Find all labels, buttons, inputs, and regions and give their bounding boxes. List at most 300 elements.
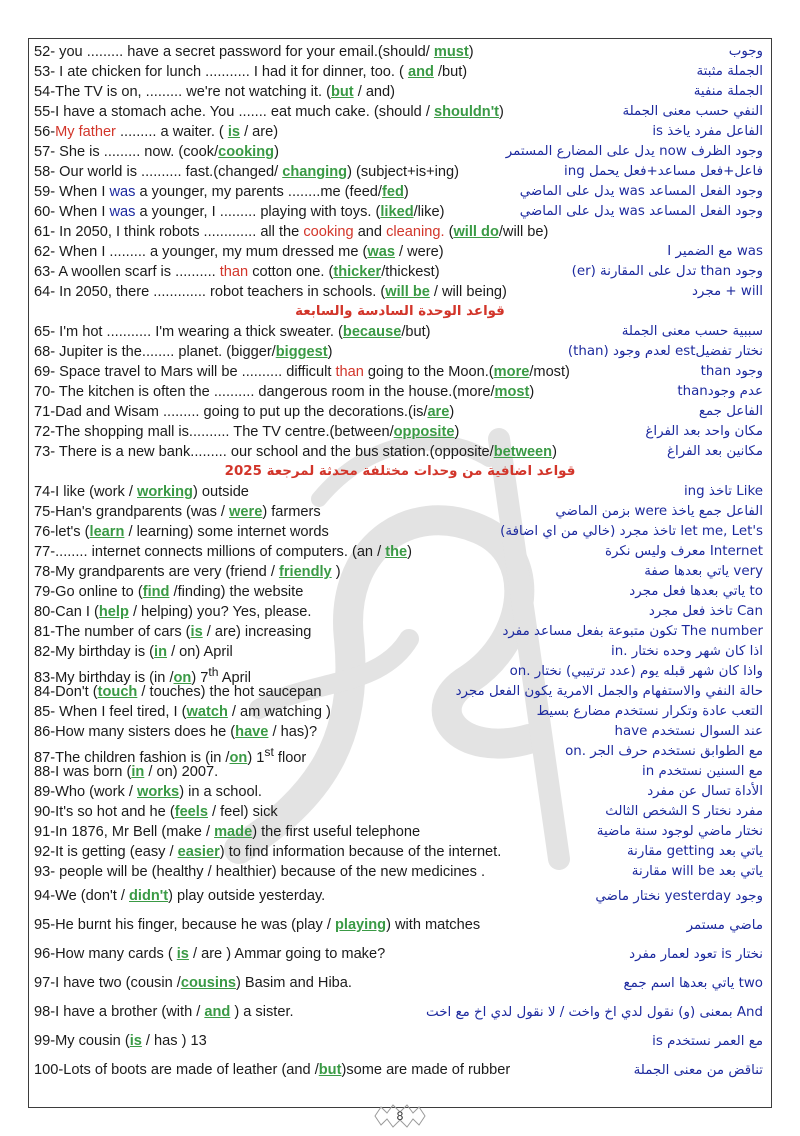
question-text <box>34 82 395 102</box>
answer-choice: and <box>204 1004 231 1020</box>
question-segment: 61- In 2050, I think robots ............. all the <box>34 224 304 240</box>
question-segment: / are) <box>240 124 279 140</box>
question-segment: 87-The children fashion is (in / <box>34 749 230 766</box>
question-segment: / has)? <box>268 724 318 740</box>
question-segment: / are) increasing <box>202 624 312 640</box>
arabic-explanation: مفرد نختار S الشخص الثالث <box>605 804 763 819</box>
arabic-explanation: مكانين بعد الفراغ <box>666 444 763 459</box>
answer-choice: were <box>229 504 263 520</box>
question-row <box>29 602 771 622</box>
answer-choice: thicker <box>333 264 382 280</box>
question-row <box>29 969 771 998</box>
question-row <box>29 422 771 442</box>
answer-choice: feels <box>174 804 208 820</box>
arabic-explanation: وجود الظرف now يدل على المضارع المستمر <box>505 144 763 159</box>
question-row <box>29 362 771 382</box>
arabic-explanation: مع العمر نستخدم is <box>652 1034 763 1049</box>
question-row <box>29 762 771 782</box>
worksheet-page <box>28 38 772 1108</box>
answer-choice: learn <box>89 524 125 540</box>
question-row <box>29 322 771 342</box>
question-text <box>34 102 504 122</box>
question-segment: 93- people will be (healthy / healthier) because of the new medicines . <box>34 864 486 880</box>
arabic-explanation: نختار is تعود لعمار مفرد <box>629 947 763 962</box>
question-segment: 96-How many cards ( <box>34 946 177 962</box>
question-text <box>34 1027 207 1056</box>
question-segment: / were) <box>394 244 444 260</box>
question-segment: )some are made of rubber <box>341 1062 511 1078</box>
question-row <box>29 682 771 702</box>
question-segment: / are ) Ammar going to make? <box>188 946 386 962</box>
answer-choice: easier <box>177 844 220 860</box>
answer-choice: find <box>142 584 170 600</box>
question-row <box>29 262 771 282</box>
arabic-explanation: let me, Let's تاخذ مجرد (خالي من اي اضافة) <box>500 524 763 539</box>
question-list <box>29 42 771 1085</box>
question-row <box>29 282 771 302</box>
question-segment: ) to find information because of the internet. <box>219 844 502 860</box>
question-segment: 97-I have two (cousin / <box>34 975 181 991</box>
question-segment: 53- I ate chicken for lunch ........... I had it for dinner, too. ( <box>34 64 408 80</box>
question-segment: /most) <box>529 364 570 380</box>
question-text <box>34 882 325 911</box>
question-segment: 72-The shopping mall is.......... The TV centre.(between/ <box>34 424 394 440</box>
question-segment: / touches) the hot saucepan <box>137 684 322 700</box>
question-segment: April <box>218 669 251 686</box>
question-segment: 98-I have a brother (with / <box>34 1004 205 1020</box>
question-text <box>34 322 431 342</box>
question-text <box>34 969 352 998</box>
arabic-explanation: التعب عادة وتكرار نستخدم مضارع بسيط <box>536 704 763 719</box>
question-text <box>34 542 412 562</box>
hint-word: than <box>335 364 364 380</box>
question-text <box>34 622 311 642</box>
question-segment: ) a sister. <box>230 1004 294 1020</box>
question-segment: 79-Go online to ( <box>34 584 143 600</box>
question-segment: was <box>109 204 136 220</box>
arabic-explanation: The number تكون متبوعة بفعل مساعد مفرد <box>502 624 763 639</box>
arabic-explanation: ياتي بعد getting مقارنة <box>626 844 763 859</box>
question-row <box>29 662 771 686</box>
arabic-explanation: سببية حسب معنى الجملة <box>621 324 763 339</box>
answer-choice: touch <box>97 684 138 700</box>
question-text <box>34 162 459 182</box>
answer-choice: cooking <box>218 144 275 160</box>
question-text <box>34 42 474 62</box>
question-segment: 64- In 2050, there ............. robot teachers in schools. ( <box>34 284 386 300</box>
question-row <box>29 940 771 969</box>
question-row <box>29 62 771 82</box>
question-segment: /but) <box>401 324 431 340</box>
question-segment: / helping) you? Yes, please. <box>128 604 312 620</box>
question-row <box>29 622 771 642</box>
question-segment: ) in a school. <box>179 784 262 800</box>
question-segment: 76-let's ( <box>34 524 90 540</box>
question-text <box>34 762 218 782</box>
arabic-explanation: وجود الفعل المساعد was يدل على الماضي <box>519 204 763 219</box>
question-text <box>34 722 317 742</box>
arabic-explanation: to ياتي بعدها فعل مجرد <box>629 584 763 599</box>
question-text <box>34 142 279 162</box>
question-row <box>29 162 771 182</box>
question-segment: 65- I'm hot ........... I'm wearing a thick sweater. ( <box>34 324 343 340</box>
question-text <box>34 642 233 662</box>
question-segment: 75-Han's grandparents (was / <box>34 504 230 520</box>
question-text <box>34 911 480 940</box>
question-text <box>34 502 321 522</box>
question-segment: 78-My grandparents are very (friend / <box>34 564 279 580</box>
question-row <box>29 822 771 842</box>
arabic-explanation: Can تاخذ فعل مجرد <box>648 604 763 619</box>
question-text <box>34 842 501 862</box>
answer-choice: on <box>173 669 192 686</box>
question-segment: 94-We (don't / <box>34 888 129 904</box>
question-row <box>29 782 771 802</box>
answer-choice: help <box>98 604 129 620</box>
answer-choice: was <box>367 244 395 260</box>
answer-choice: biggest <box>275 344 328 360</box>
question-text <box>34 998 294 1027</box>
question-text <box>34 482 249 502</box>
arabic-explanation: مكان واحد بعد الفراغ <box>645 424 763 439</box>
answer-choice: friendly <box>278 564 332 580</box>
question-row <box>29 122 771 142</box>
question-row <box>29 802 771 822</box>
question-segment: 73- There is a new bank......... our school and the bus station.(opposite/ <box>34 444 494 460</box>
question-segment: ) <box>454 424 460 440</box>
question-segment: floor <box>273 749 307 766</box>
question-segment: /like) <box>413 204 445 220</box>
question-segment: ) outside <box>192 484 249 500</box>
question-segment: 60- When I <box>34 204 110 220</box>
question-segment: ) 1 <box>247 749 265 766</box>
question-row <box>29 542 771 562</box>
question-segment: 70- The kitchen is often the .......... dangerous room in the house.(more/ <box>34 384 495 400</box>
answer-choice: didn't <box>129 888 169 904</box>
section-heading: قواعد اضافية من وحدات مختلفة محدثة لمرجعة 2025 <box>224 464 576 479</box>
question-segment: 77-........ internet connects millions of computers. (an / <box>34 544 386 560</box>
answer-choice: playing <box>334 917 387 933</box>
question-segment: 68- Jupiter is the........ planet. (bigger/ <box>34 344 276 360</box>
answer-choice: made <box>214 824 253 840</box>
question-segment: / on) 2007. <box>144 764 219 780</box>
answer-choice: in <box>154 644 168 660</box>
question-segment: 57- She is ......... now. (cook/ <box>34 144 219 160</box>
question-row <box>29 502 771 522</box>
arabic-explanation: النفي حسب معنى الجملة <box>622 104 763 119</box>
question-segment: ) <box>499 104 504 120</box>
question-segment: ( <box>444 224 454 240</box>
question-text <box>34 822 420 842</box>
hint-word: cleaning. <box>386 224 445 240</box>
question-segment: 90-It's so hot and he ( <box>34 804 175 820</box>
hint-word: than <box>219 264 249 280</box>
answer-choice: works <box>137 784 180 800</box>
question-segment: / learning) some internet words <box>124 524 329 540</box>
arabic-explanation: نختار تفضيلest لعدم وجود (than) <box>567 344 763 359</box>
answer-choice: working <box>137 484 193 500</box>
question-row <box>29 182 771 202</box>
question-segment: th <box>208 665 219 679</box>
question-segment: ) <box>327 344 333 360</box>
question-segment: 56- <box>34 124 56 140</box>
question-row <box>29 402 771 422</box>
arabic-explanation: وجود than <box>700 364 763 379</box>
answer-choice: in <box>131 764 145 780</box>
question-segment: / on) April <box>167 644 233 660</box>
question-segment: 71-Dad and Wisam ......... going to put up the decorations.(is/ <box>34 404 428 420</box>
question-text <box>34 62 467 82</box>
arabic-explanation: واذا كان شهر قبله يوم (عدد ترتيبي) نختار .on <box>509 664 763 679</box>
answer-choice: will do <box>453 224 499 240</box>
question-segment: ) <box>449 404 455 420</box>
question-segment: /thickest) <box>381 264 440 280</box>
question-segment: and <box>353 224 387 240</box>
question-row <box>29 911 771 940</box>
answer-choice: opposite <box>393 424 455 440</box>
question-segment: 80-Can I ( <box>34 604 99 620</box>
question-segment: /but) <box>433 64 468 80</box>
question-segment: 85- When I feel tired, I ( <box>34 704 187 720</box>
question-segment: 95-He burnt his finger, because he was (play / <box>34 917 335 933</box>
question-segment: / and) <box>353 84 396 100</box>
question-row <box>29 82 771 102</box>
question-segment: 63- A woollen scarf is .......... <box>34 264 220 280</box>
question-segment: ) play outside yesterday. <box>168 888 326 904</box>
answer-choice: watch <box>186 704 228 720</box>
arabic-explanation: الفاعل جمع <box>698 404 763 419</box>
question-row <box>29 442 771 462</box>
question-segment: ) <box>552 444 557 460</box>
arabic-explanation: two ياتي بعدها اسم جمع <box>623 976 763 991</box>
arabic-explanation: اذا كان شهر وحده نختار .in <box>611 644 763 659</box>
question-segment: /finding) the website <box>169 584 304 600</box>
question-segment: ) <box>274 144 279 160</box>
question-segment: cotton one. ( <box>248 264 334 280</box>
question-row <box>29 522 771 542</box>
arabic-explanation: وجوب <box>728 44 763 59</box>
arabic-explanation: وجود yesterday نختار ماضي <box>595 889 763 904</box>
arabic-explanation: حالة النفي والاستفهام والجمل الامرية يكون الفعل مجرد <box>455 684 763 699</box>
arabic-explanation: مع السنين نستخدم in <box>642 764 763 779</box>
hint-word: cooking <box>303 224 354 240</box>
question-segment: 55-I have a stomach ache. You ....... eat much cake. (should / <box>34 104 434 120</box>
question-text <box>34 342 333 362</box>
hint-word: My father <box>55 124 116 140</box>
question-segment: / will being) <box>429 284 507 300</box>
question-segment: /will be) <box>498 224 549 240</box>
answer-choice: but <box>318 1062 342 1078</box>
question-text <box>34 362 570 382</box>
question-segment: ) Basim and Hiba. <box>235 975 352 991</box>
answer-choice: the <box>385 544 408 560</box>
question-row <box>29 1027 771 1056</box>
question-segment: 100-Lots of boots are made of leather (and / <box>34 1062 319 1078</box>
question-segment: 54-The TV is on, ......... we're not watching it. ( <box>34 84 331 100</box>
question-segment: 69- Space travel to Mars will be .......... difficult <box>34 364 336 380</box>
page-number-badge <box>371 1101 429 1131</box>
arabic-explanation: will + مجرد <box>691 284 763 299</box>
question-text <box>34 422 459 442</box>
question-segment: 99-My cousin ( <box>34 1033 130 1049</box>
arabic-explanation: very ياتي بعدها صفة <box>644 564 763 579</box>
answer-choice: because <box>342 324 402 340</box>
question-text <box>34 802 278 822</box>
answer-choice: liked <box>380 204 414 220</box>
arabic-explanation: And بمعنى (و) نقول لدي اخ واخت / لا نقول لدي اخ مع اخت <box>426 1005 763 1020</box>
answer-choice: will be <box>385 284 430 300</box>
arabic-explanation: الفاعل جمع ياخذ were بزمن الماضي <box>555 504 763 519</box>
question-segment: 84-Don't ( <box>34 684 98 700</box>
question-text <box>34 122 278 142</box>
question-text <box>34 382 534 402</box>
question-text <box>34 222 548 242</box>
question-row <box>29 242 771 262</box>
answer-choice: have <box>235 724 269 740</box>
arabic-explanation: الأداة تسال عن مفرد <box>647 784 763 799</box>
question-row <box>29 562 771 582</box>
question-segment: ) <box>403 184 409 200</box>
question-segment: a younger, I ......... playing with toys. ( <box>135 204 381 220</box>
question-text <box>34 582 303 602</box>
question-text <box>34 602 311 622</box>
arabic-explanation: وجود الفعل المساعد was يدل على الماضي <box>519 184 763 199</box>
question-row <box>29 382 771 402</box>
arabic-explanation: مع الطوابق نستخدم حرف الجر .on <box>565 744 763 759</box>
arabic-explanation: Like تاخذ ing <box>683 484 763 499</box>
question-row <box>29 202 771 222</box>
question-text <box>34 682 322 702</box>
question-segment: going to the Moon.( <box>363 364 494 380</box>
arabic-explanation: ياتي بعد will be مقارنة <box>631 864 763 879</box>
answer-choice: is <box>129 1033 142 1049</box>
answer-choice: and <box>407 64 434 80</box>
answer-choice: but <box>330 84 354 100</box>
question-text <box>34 522 329 542</box>
question-segment: ) <box>468 44 474 60</box>
question-segment: 58- Our world is .......... fast.(changed/ <box>34 164 283 180</box>
arabic-explanation: نختار ماضي لوجود سنة ماضية <box>596 824 763 839</box>
question-row <box>29 1056 771 1085</box>
answer-choice: shouldn't <box>433 104 500 120</box>
answer-choice: is <box>227 124 241 140</box>
question-segment: / feel) sick <box>207 804 278 820</box>
question-segment: ) <box>331 564 341 580</box>
arabic-explanation: Internet معرف وليس نكرة <box>604 544 763 559</box>
question-row <box>29 702 771 722</box>
question-text <box>34 202 444 222</box>
question-segment: st <box>264 745 274 759</box>
question-row <box>29 722 771 742</box>
answer-choice: must <box>433 44 469 60</box>
arabic-explanation: عدم وجودthan <box>677 384 763 399</box>
question-text <box>34 442 557 462</box>
arabic-explanation: ماضي مستمر <box>686 918 763 933</box>
section-heading: قواعد الوحدة السادسة والسابعة <box>295 304 505 319</box>
question-segment: 83-My birthday is (in / <box>34 669 174 686</box>
page-number: 8 <box>396 1109 404 1123</box>
question-text <box>34 182 409 202</box>
question-segment: ......... a waiter. ( <box>115 124 228 140</box>
question-row <box>29 142 771 162</box>
arabic-explanation: الجملة منفية <box>693 84 763 99</box>
answer-choice: is <box>190 624 203 640</box>
answer-choice: fed <box>381 184 404 200</box>
answer-choice: between <box>493 444 553 460</box>
question-segment: ) the first useful telephone <box>252 824 421 840</box>
question-segment: 52- you ......... have a secret password for your email.(should/ <box>34 44 434 60</box>
arabic-explanation: الفاعل مفرد ياخذ is <box>652 124 763 139</box>
question-segment: 88-I was born ( <box>34 764 132 780</box>
question-segment: 74-I like (work / <box>34 484 137 500</box>
question-segment: 81-The number of cars ( <box>34 624 191 640</box>
question-text <box>34 862 485 882</box>
question-row <box>29 742 771 766</box>
question-row <box>29 102 771 122</box>
answer-choice: most <box>494 384 530 400</box>
question-segment: 62- When I ......... a younger, my mum dressed me ( <box>34 244 368 260</box>
question-segment: / am watching ) <box>227 704 331 720</box>
question-text <box>34 940 385 969</box>
question-row <box>29 642 771 662</box>
question-row <box>29 342 771 362</box>
question-text <box>34 1056 510 1085</box>
arabic-explanation: الجملة مثبتة <box>696 64 763 79</box>
question-text <box>34 282 507 302</box>
question-row <box>29 998 771 1027</box>
question-segment: was <box>109 184 136 200</box>
arabic-explanation: was مع الضمير I <box>667 244 763 259</box>
question-text <box>34 242 444 262</box>
arabic-explanation: عند السوال نستخدم have <box>614 724 763 739</box>
question-segment: 92-It is getting (easy / <box>34 844 178 860</box>
answer-choice: is <box>176 946 189 962</box>
question-segment: ) (subject+is+ing) <box>347 164 460 180</box>
question-row <box>29 862 771 882</box>
question-segment: ) <box>529 384 535 400</box>
question-row <box>29 482 771 502</box>
question-text <box>34 702 331 722</box>
question-row <box>29 842 771 862</box>
answer-choice: are <box>427 404 450 420</box>
question-segment: a younger, my parents ........me (feed/ <box>135 184 382 200</box>
question-segment: 86-How many sisters does he ( <box>34 724 236 740</box>
question-row <box>29 882 771 911</box>
question-segment: 89-Who (work / <box>34 784 137 800</box>
question-segment: 91-In 1876, Mr Bell (make / <box>34 824 215 840</box>
answer-choice: more <box>493 364 530 380</box>
question-segment: ) <box>407 544 412 560</box>
question-segment: / has ) 13 <box>141 1033 207 1049</box>
question-segment: ) with matches <box>386 917 481 933</box>
answer-choice: cousins <box>180 975 236 991</box>
question-segment: ) farmers <box>262 504 321 520</box>
answer-choice: changing <box>282 164 348 180</box>
arabic-explanation: تناقض من معنى الجملة <box>633 1063 763 1078</box>
question-segment: 82-My birthday is ( <box>34 644 155 660</box>
question-text <box>34 562 341 582</box>
question-segment: ) 7 <box>191 669 209 686</box>
question-row <box>29 582 771 602</box>
question-text <box>34 262 440 282</box>
question-text <box>34 782 262 802</box>
answer-choice: on <box>229 749 248 766</box>
question-row <box>29 42 771 62</box>
question-segment: 59- When I <box>34 184 110 200</box>
arabic-explanation: وجود than تدل على المقارنة (er) <box>571 264 763 279</box>
question-text <box>34 402 454 422</box>
question-row <box>29 222 771 242</box>
